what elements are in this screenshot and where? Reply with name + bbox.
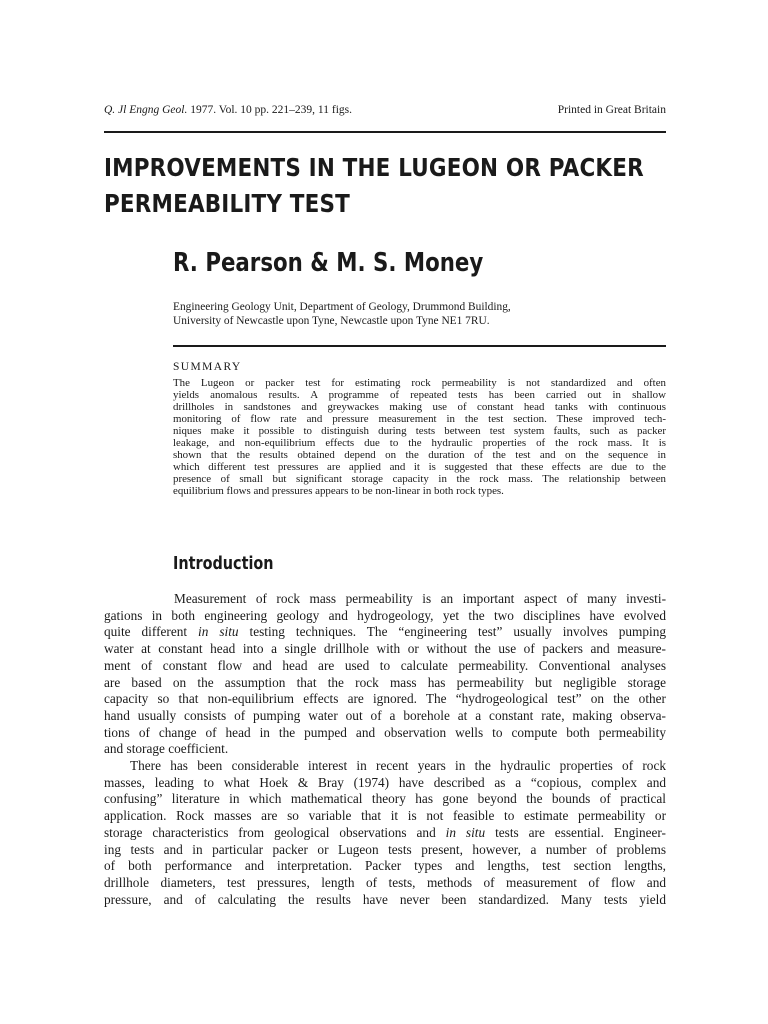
summary-line: presence of small but significant storage capacity in the rock mass. The relationship between [173,473,666,485]
body-line: There has been considerable interest in recent years in the hydraulic properties of rock [130,758,666,774]
body-line: gations in both engineering geology and hydrogeology, yet the two disciplines have evolved [104,607,666,623]
body-text-span: testing techniques. The “engineering test” usually involves pumping [238,624,666,640]
body-line: capacity so that non-equilibrium effects are ignored. The “hydrogeological test” on the other [104,691,666,707]
summary-line: niques make it possible to distinguish during tests between test system faults, such as packer [173,425,666,437]
summary-line: shown that the results obtained depend on the duration of the test and on the sequence in [173,449,666,461]
title-line-2: PERMEABILITY TEST [104,189,350,218]
body-line [104,624,666,641]
summary-line: equilibrium flows and pressures appears to be non-linear in both rock types. [173,485,504,497]
body-line: masses, leading to what Hoek & Bray (1974) have described as a “copious, complex and [104,774,666,790]
italic-term: in situ [198,624,239,640]
affiliation-line-1: Engineering Geology Unit, Department of Geology, Drummond Building, [173,301,511,313]
section-heading-introduction: Introduction [173,553,274,574]
affiliation [173,300,673,328]
body-line: pressure, and of calculating the results have never been standardized. Many tests yield [104,891,666,907]
body-line: tions of change of head in the pumped and observation wells to compute both permeability [104,724,666,740]
body-line: and storage coefficient. [104,741,229,757]
summary-heading: SUMMARY [173,361,242,373]
volume-info: 1977. Vol. 10 pp. 221–239, 11 figs. [187,104,352,116]
body-line: ing tests and in particular packer or Lugeon tests present, however, a number of problems [104,841,666,857]
body-line: of both performance and interpretation. Packer types and lengths, test section lengths, [104,858,666,874]
body-line: ment of constant flow and head are used to calculate permeability. Conventional analyses [104,657,666,673]
body-line: Measurement of rock mass permeability is an important aspect of many investi- [174,591,666,606]
summary-line: leakage, and non-equilibrium effects due to the hydraulic properties of the rock mass. It is [173,437,666,449]
article-title [104,150,666,222]
summary-line: which different test pressures are applied and it is suggested that these effects are due to the [173,461,666,473]
body-line: hand usually consists of pumping water out of a borehole at a constant rate, making observa- [104,707,666,723]
italic-term: in situ [445,824,486,840]
authors: R. Pearson & M. S. Money [173,248,484,278]
summary-text [173,377,666,497]
summary-line: drillholes in sandstones and greywackes making use of constant head tanks with continuous [173,401,666,413]
summary-line: The Lugeon or packer test for estimating rock permeability is not standardized and often [173,377,666,389]
summary-line: monitoring of flow rate and pressure measurement in the test section. These improved tech- [173,413,666,425]
summary-line: yields anomalous results. A programme of repeated tests has been carried out in shallow [173,389,666,401]
body-text-span: quite different [104,624,199,640]
running-header [104,104,666,122]
printed-note: Printed in Great Britain [557,104,666,116]
affiliation-line-2: University of Newcastle upon Tyne, Newcastle upon Tyne NE1 7RU. [173,315,490,327]
journal-name: Q. Jl Engng Geol. [104,104,188,116]
body-line: application. Rock masses are so variable that it is not feasible to estimate permeability or [104,808,666,824]
title-line-1: IMPROVEMENTS IN THE LUGEON OR PACKER [104,153,644,182]
body-line: are based on the assumption that the rock mass has permeability but negligible storage [104,674,666,690]
introduction-body [104,591,666,908]
header-rule [104,131,666,133]
body-line: water at constant head into a single drillhole with or without the use of packers and measure- [104,641,666,657]
body-line [104,825,666,842]
body-line: confusing” literature in which mathematical theory has gone beyond the bounds of practical [104,791,666,807]
body-text-span: tests are essential. Engineer- [485,824,666,840]
citation-line [104,104,352,116]
summary-rule [173,345,666,347]
body-line: drillhole diameters, test pressures, length of tests, methods of measurement of flow and [104,874,666,890]
body-text-span: storage characteristics from geological observations and [104,824,446,840]
